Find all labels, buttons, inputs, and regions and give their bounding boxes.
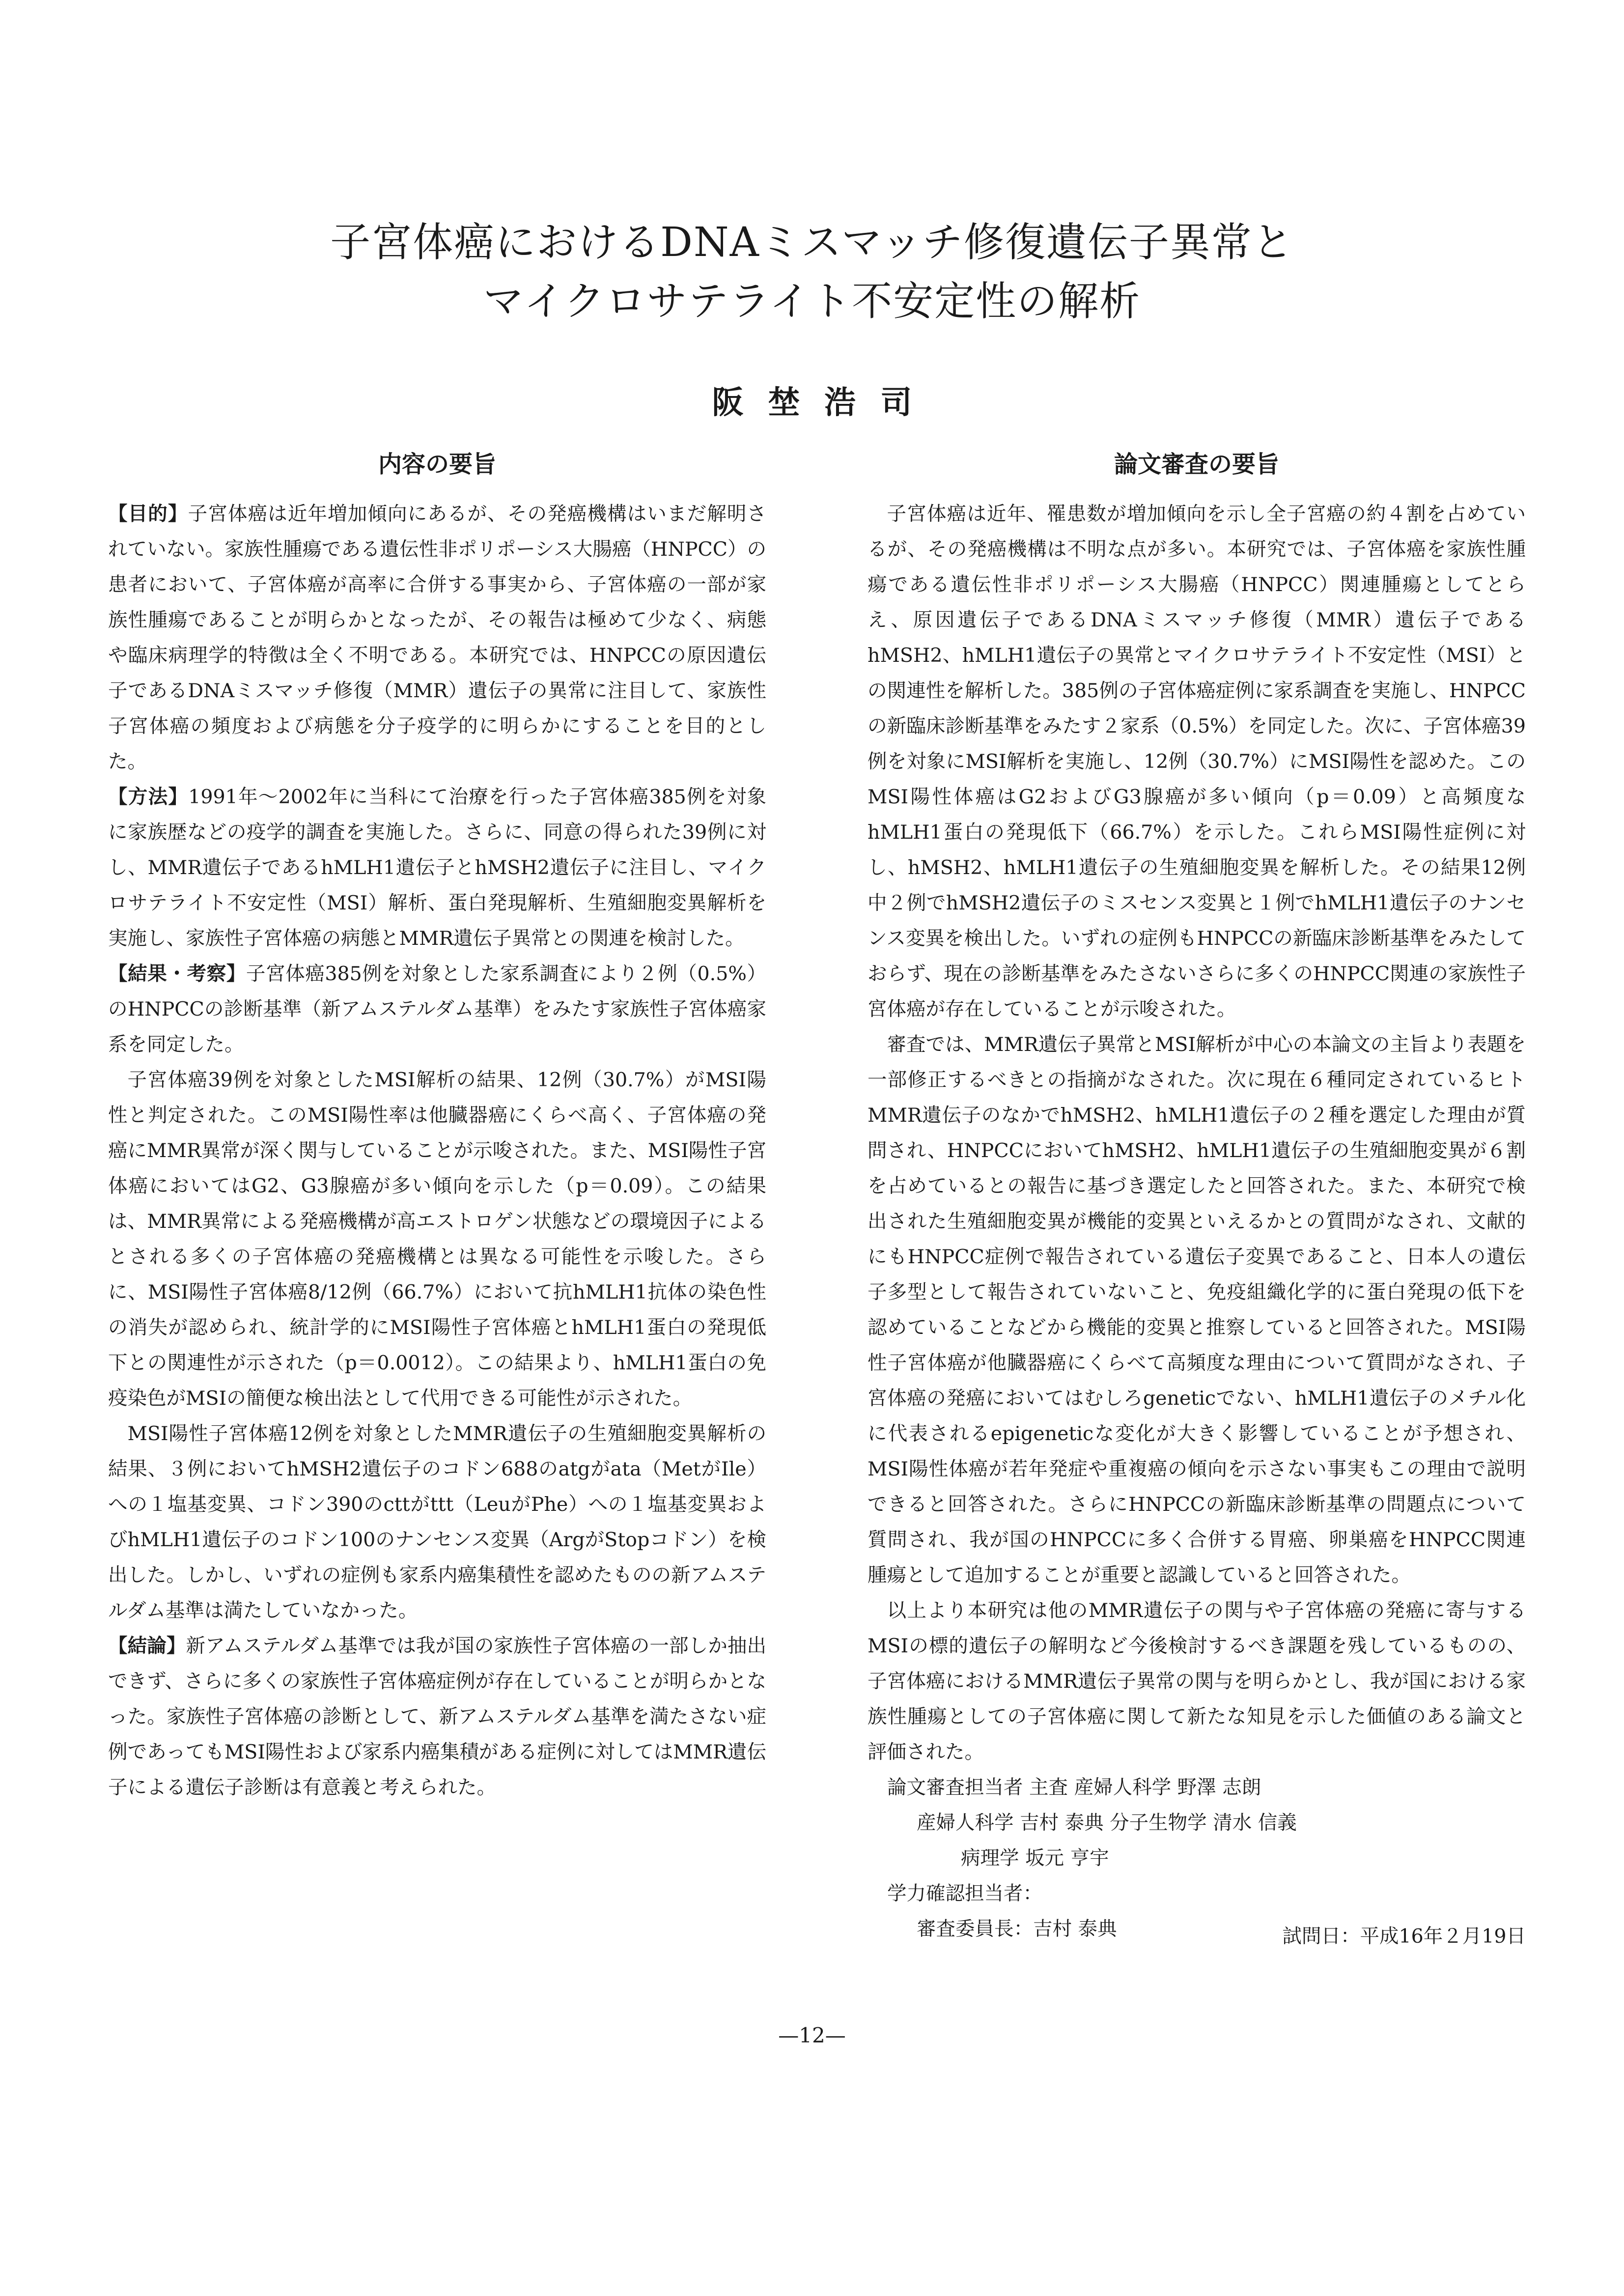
- summary-column: [108, 496, 766, 1805]
- review-paragraph-2: 審査では、MMR遺伝子異常とMSI解析が中心の本論文の主旨より表題を一部修正するべきとの指摘がなされた。次に現在６種同定されているヒトMMR遺伝子のなかでhMSH2、hMLH1遺伝子の２種を選定した理由が質問され、HNPCCにおいてhMSH2、hMLH1遺伝子の生殖細胞変異が６割を占めているとの報告に基づき選定したと回答された。また、本研究で検出された生殖細胞変異が機能的変異といえるかとの質問がなされ、文献的にもHNPCC症例で報告されている遺伝子変異であること、日本人の遺伝子多型として報告されていないこと、免疫組織化学的に蛋白発現の低下を認めていることなどから機能的変異と推察していると回答された。MSI陽性子宮体癌が他臓器癌にくらべて高頻度な理由について質問がなされ、子宮体癌の発癌においてはむしろgeneticでない、hMLH1遺伝子のメチル化に代表されるepigeneticな変化が大きく影響していることが予想され、MSI陽性体癌が若年発症や重複癌の傾向を示さない事実もこの理由で説明できると回答された。さらにHNPCCの新臨床診断基準の問題点について質問され、我が国のHNPCCに多く合併する胃癌、卵巣癌をHNPCC関連腫瘍として追加することが重要と認識していると回答された。: [868, 1033, 1526, 1587]
- result-paragraph-2: 子宮体癌39例を対象としたMSI解析の結果、12例（30.7%）がMSI陽性と判定された。このMSI陽性率は他臓器癌にくらべ高く、子宮体癌の発癌にMMR異常が深く関与していることが示唆された。また、MSI陽性子宮体癌においてはG2、G3腺癌が多い傾向を示した（p＝0.09）。この結果は、MMR異常による発癌機構が高エストロゲン状態などの環境因子によるとされる多くの子宮体癌の発癌機構とは異なる可能性を示唆した。さらに、MSI陽性子宮体癌8/12例（66.7%）において抗hMLH1抗体の染色性の消失が認められ、統計学的にMSI陽性子宮体癌とhMLH1蛋白の発現低下との関連性が示された（p＝0.0012）。この結果より、hMLH1蛋白の免疫染色がMSIの簡便な検出法として代用できる可能性が示された。: [108, 1069, 766, 1410]
- conclusion-text: 新アムステルダム基準では我が国の家族性子宮体癌の一部しか抽出できず、さらに多くの家族性子宮体癌症例が存在していることが明らかとなった。家族性子宮体癌の診断として、新アムステルダム基準を満たさない症例であってもMSI陽性および家系内癌集積がある症例に対してはMMR遺伝子による遺伝子診断は有意義と考えられた。: [108, 1635, 767, 1799]
- right-column-heading: 論文審査の要旨: [1114, 451, 1279, 478]
- reviewers-line-2: 産婦人科学 吉村 泰典 分子生物学 清水 信義: [917, 1812, 1297, 1834]
- review-paragraph-1: 子宮体癌は近年、罹患数が増加傾向を示し全子宮癌の約４割を占めているが、その発癌機構は不明な点が多い。本研究では、子宮体癌を家族性腫瘍である遺伝性非ポリポーシス大腸癌（HNPCC）関連腫瘍としてとらえ、原因遺伝子であるDNAミスマッチ修復（MMR）遺伝子であるhMSH2、hMLH1遺伝子の異常とマイクロサテライト不安定性（MSI）との関連性を解析した。385例の子宮体癌症例に家系調査を実施し、HNPCCの新臨床診断基準をみたす２家系（0.5%）を同定した。次に、子宮体癌39例を対象にMSI解析を実施し、12例（30.7%）にMSI陽性を認めた。このMSI陽性体癌はG2およびG3腺癌が多い傾向（p＝0.09）と高頻度なhMLH1蛋白の発現低下（66.7%）を示した。これらMSI陽性症例に対し、hMSH2、hMLH1遺伝子の生殖細胞変異を解析した。その結果12例中２例でhMSH2遺伝子のミスセンス変異と１例でhMLH1遺伝子のナンセンス変異を検出した。いずれの症例もHNPCCの新臨床診断基準をみたしておらず、現在の診断基準をみたさないさらに多くのHNPCC関連の家族性子宮体癌が存在していることが示唆された。: [868, 503, 1526, 1020]
- conclusion-paragraph: [108, 1628, 766, 1805]
- method-paragraph: [108, 779, 766, 956]
- result-paragraph-3: MSI陽性子宮体癌12例を対象としたMMR遺伝子の生殖細胞変異解析の結果、３例においてhMSH2遺伝子のコドン688のatgがata（MetがIle）への１塩基変異、コドン390のcttがttt（LeuがPhe）への１塩基変異およびhMLH1遺伝子のコドン100のナンセンス変異（ArgがStopコドン）を検出した。しかし、いずれの症例も家系内癌集積性を認めたものの新アムステルダム基準は満たしていなかった。: [108, 1422, 766, 1622]
- result-tag: 【結果・考察】: [108, 963, 246, 985]
- result-text-1: 子宮体癌385例を対象とした家系調査により２例（0.5%）のHNPCCの診断基準（新アムステルダム基準）をみたす家族性子宮体癌家系を同定した。: [108, 963, 766, 1056]
- reviewers-line-1: 論文審査担当者 主査 産婦人科学 野澤 志朗: [887, 1776, 1261, 1799]
- review-column: [868, 496, 1526, 1947]
- exam-date: 試問日：平成16年２月19日: [1282, 1925, 1526, 1948]
- purpose-tag: 【目的】: [108, 503, 188, 525]
- title-line-1: 子宮体癌におけるDNAミスマッチ修復遺伝子異常と: [330, 219, 1294, 266]
- reviewers-line-3: 病理学 坂元 亨宇: [961, 1847, 1109, 1870]
- reviewers-line-4: 学力確認担当者：: [887, 1882, 1042, 1905]
- purpose-paragraph: [108, 496, 766, 779]
- method-tag: 【方法】: [108, 786, 189, 808]
- left-column-heading: 内容の要旨: [378, 451, 496, 478]
- author-name: 阪 埜 浩 司: [712, 385, 912, 421]
- conclusion-tag: 【結論】: [108, 1635, 186, 1657]
- purpose-text: 子宮体癌は近年増加傾向にあるが、その発癌機構はいまだ解明されていない。家族性腫瘍である遺伝性非ポリポーシス大腸癌（HNPCC）の患者において、子宮体癌が高率に合併する事実から、子宮体癌の一部が家族性腫瘍であることが明らかとなったが、その報告は極めて少なく、病態や臨床病理学的特徴は全く不明である。本研究では、HNPCCの原因遺伝子であるDNAミスマッチ修復（MMR）遺伝子の異常に注目して、家族性子宮体癌の頻度および病態を分子疫学的に明らかにすることを目的とした。: [108, 503, 766, 773]
- result-paragraph-1: [108, 956, 766, 1062]
- review-paragraph-3: 以上より本研究は他のMMR遺伝子の関与や子宮体癌の発癌に寄与するMSIの標的遺伝子の解明など今後検討するべき課題を残しているものの、子宮体癌におけるMMR遺伝子異常の関与を明らかとし、我が国における家族性腫瘍としての子宮体癌に関して新たな知見を示した価値のある論文と評価された。: [868, 1599, 1526, 1763]
- reviewers-line-5: 審査委員長：吉村 泰典: [917, 1918, 1117, 1940]
- page-number: —12—: [778, 2023, 846, 2047]
- title-line-2: マイクロサテライト不安定性の解析: [483, 278, 1141, 325]
- method-text: 1991年〜2002年に当科にて治療を行った子宮体癌385例を対象に家族歴などの疫学的調査を実施した。さらに、同意の得られた39例に対し、MMR遺伝子であるhMLH1遺伝子とhMSH2遺伝子に注目し、マイクロサテライト不安定性（MSI）解析、蛋白発現解析、生殖細胞変異解析を実施し、家族性子宮体癌の病態とMMR遺伝子異常との関連を検討した。: [108, 786, 767, 950]
